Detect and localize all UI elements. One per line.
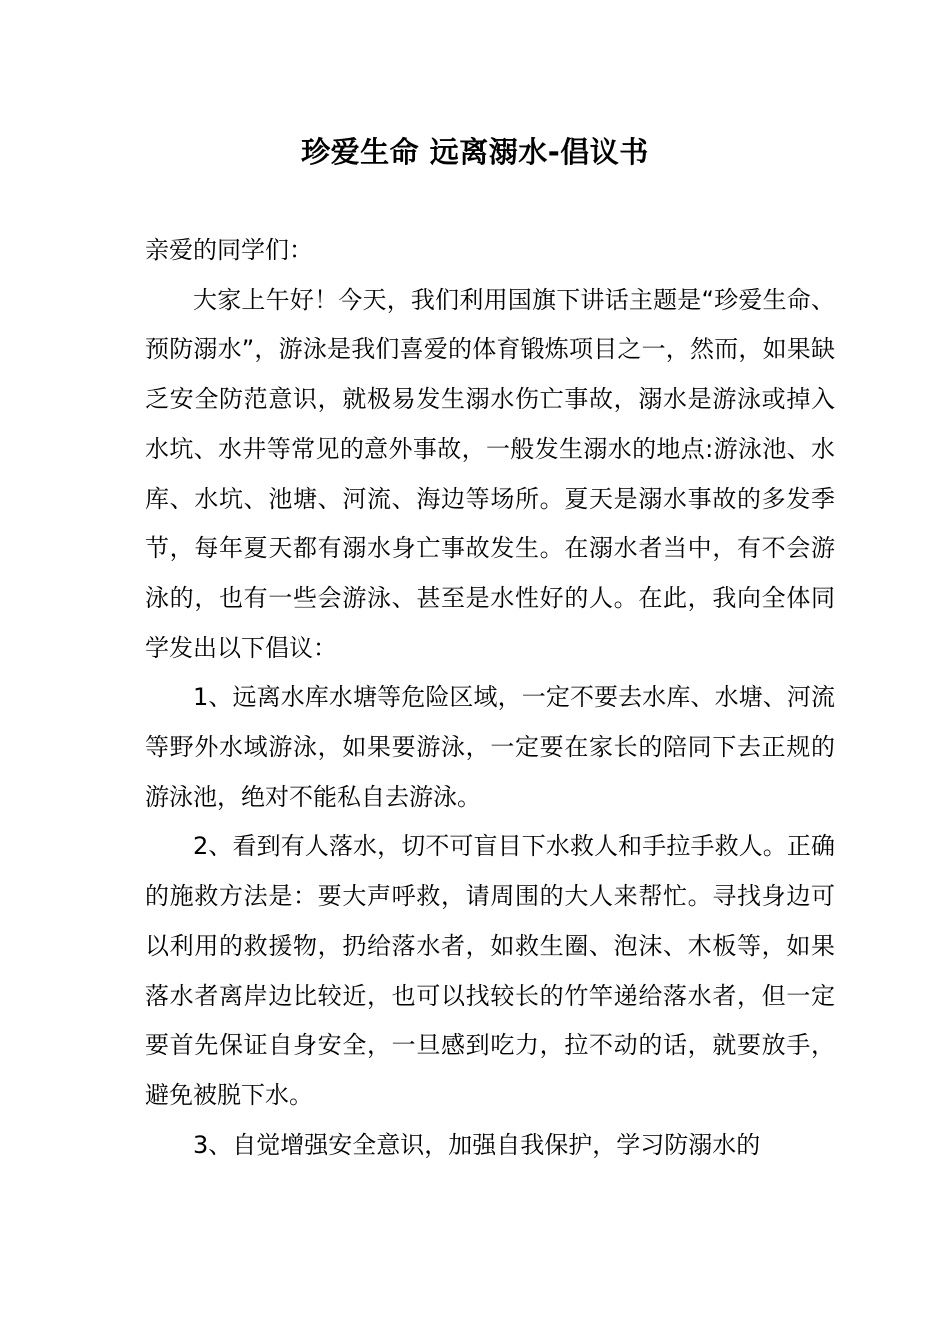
document-body bbox=[145, 226, 835, 1170]
paragraph-item-3: 3、自觉增强安全意识，加强自我保护，学习防溺水的 bbox=[193, 1130, 761, 1159]
document-title: 珍爱生命 远离溺水-倡议书 bbox=[301, 135, 649, 169]
paragraph-intro: 大家上午好！今天，我们利用国旗下讲话主题是“珍爱生命、预防溺水”，游泳是我们喜爱的体育锻炼项目之一，然而，如果缺乏安全防范意识，就极易发生溺水伤亡事故，溺水是游泳或掉入水坑、水井等常见的意外事故，一般发生溺水的地点:游泳池、水库、水坑、池塘、河流、海边等场所。夏天是溺水事故的多发季节，每年夏天都有溺水身亡事故发生。在溺水者当中，有不会游泳的，也有一些会游泳、甚至是水性好的人。在此，我向全体同学发出以下倡议： bbox=[145, 285, 835, 662]
paragraph-item-1: 1、远离水库水塘等危险区域，一定不要去水库、水塘、河流等野外水域游泳，如果要游泳，一定要在家长的陪同下去正规的游泳池，绝对不能私自去游泳。 bbox=[145, 683, 835, 811]
salutation: 亲爱的同学们： bbox=[145, 236, 313, 264]
paragraph-item-2: 2、看到有人落水，切不可盲目下水救人和手拉手救人。正确的施救方法是：要大声呼救，请周围的大人来帮忙。寻找身边可以利用的救援物，扔给落水者，如救生圈、泡沫、木板等，如果落水者离岸边比较近，也可以找较长的竹竿递给落水者，但一定要首先保证自身安全，一旦感到吃力，拉不动的话，就要放手，避免被脱下水。 bbox=[145, 832, 835, 1109]
